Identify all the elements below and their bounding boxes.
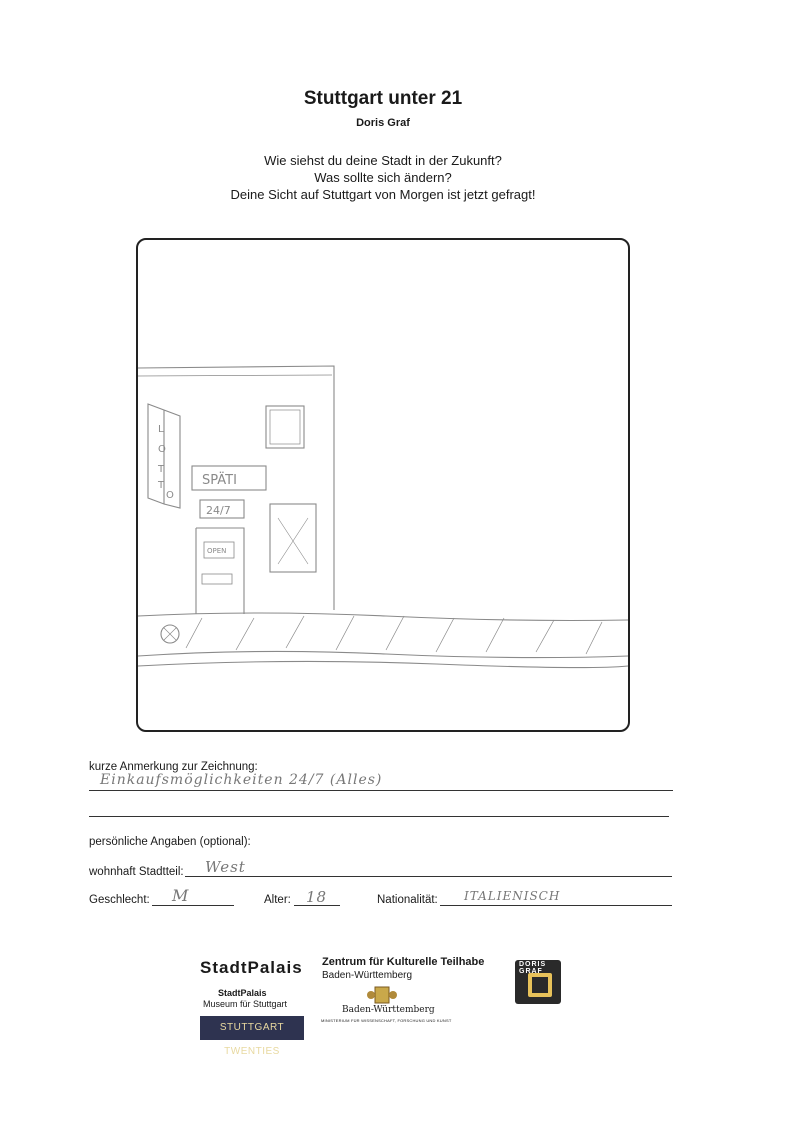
- question-1: Wie siehst du deine Stadt in der Zukunft?: [264, 153, 502, 168]
- note-label: kurze Anmerkung zur Zeichnung:: [89, 761, 258, 773]
- bw-name: Baden-Württemberg: [342, 1005, 435, 1015]
- question-3: Deine Sicht auf Stuttgart von Morgen ist jetzt gefragt!: [230, 187, 536, 202]
- bw-coat-of-arms-icon: [366, 985, 398, 1005]
- district-line: [185, 876, 672, 877]
- stuttgart-twenties-banner: STUTTGART TWENTIES: [200, 1016, 304, 1040]
- spaeti-sign-text: SPÄTI: [202, 473, 237, 488]
- nationality-value: ITALIENISCH: [464, 889, 561, 903]
- author-name: Doris Graf: [356, 117, 410, 129]
- personal-label: persönliche Angaben (optional):: [89, 836, 251, 848]
- nationality-line: [440, 905, 672, 906]
- svg-text:T: T: [158, 464, 165, 475]
- district-label: wohnhaft Stadtteil:: [89, 866, 184, 878]
- doris-graf-logo-text: DORIS GRAF: [519, 961, 547, 975]
- sidewalk: [138, 613, 628, 668]
- svg-text:O: O: [166, 490, 174, 501]
- zentrum-sub: Baden-Württemberg: [322, 970, 413, 981]
- age-label: Alter:: [264, 894, 291, 906]
- stadtpalais-name: StadtPalais: [218, 988, 267, 998]
- stadtpalais-wordmark: StadtPalais: [200, 958, 303, 977]
- upper-window: [266, 406, 304, 448]
- age-value: 18: [306, 888, 328, 906]
- svg-text:24/7: 24/7: [206, 504, 231, 517]
- shop-door: [196, 528, 244, 614]
- drawing-sketch: [136, 238, 630, 732]
- age-line: [294, 905, 340, 906]
- zentrum-title: Zentrum für Kulturelle Teilhabe: [322, 956, 485, 968]
- note-line-1: [89, 790, 673, 791]
- page-title: Stuttgart unter 21: [303, 88, 463, 109]
- gender-line: [152, 905, 234, 906]
- note-line-2: [89, 816, 669, 817]
- svg-text:OPEN: OPEN: [207, 547, 227, 555]
- gender-value: M: [172, 886, 190, 905]
- gender-label: Geschlecht:: [89, 894, 150, 906]
- doris-graf-logo: [515, 960, 561, 1004]
- nationality-label: Nationalität:: [377, 894, 438, 906]
- svg-text:L: L: [158, 424, 164, 435]
- svg-text:T: T: [158, 480, 165, 491]
- stadtpalais-sub: Museum für Stuttgart: [203, 999, 288, 1009]
- doris-graf-square-icon: [528, 973, 552, 997]
- svg-text:O: O: [158, 444, 166, 455]
- note-value: Einkaufsmöglichkeiten 24/7 (Alles): [100, 772, 383, 788]
- ministry-text: MINISTERIUM FÜR WISSENSCHAFT, FORSCHUNG UND KUNST: [321, 1018, 452, 1023]
- shop-window: [270, 504, 316, 572]
- lotto-sign: [148, 404, 180, 508]
- district-value: West: [205, 858, 246, 876]
- question-2: Was sollte sich ändern?: [314, 170, 452, 185]
- building-outline: [138, 366, 334, 610]
